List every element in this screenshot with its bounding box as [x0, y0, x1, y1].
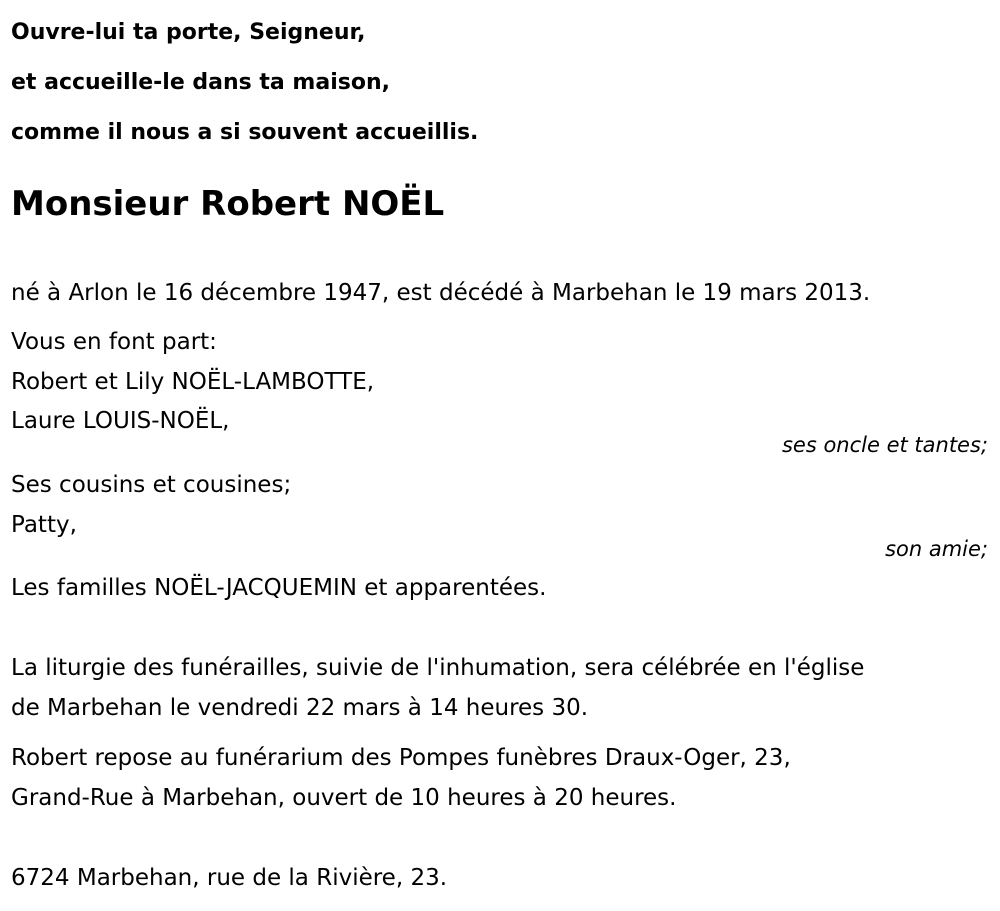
epigraph-line-3: comme il nous a si souvent accueillis.: [11, 120, 479, 145]
epigraph: [11, 8, 478, 158]
announcement-intro: Vous en font part:: [11, 329, 217, 355]
mourner-line-2: Laure LOUIS-NOËL,: [11, 408, 230, 434]
funeral-line-1: La liturgie des funérailles, suivie de l'inhumation, sera célébrée en l'église: [11, 655, 865, 681]
deceased-name: Monsieur Robert NOËL: [11, 184, 445, 224]
visitation-line-1: Robert repose au funérarium des Pompes funèbres Draux-Oger, 23,: [11, 745, 791, 771]
epigraph-line-2: et accueille-le dans ta maison,: [11, 70, 390, 95]
relation-note-2: son amie;: [885, 537, 988, 561]
epigraph-line-1: Ouvre-lui ta porte, Seigneur,: [11, 20, 366, 45]
mourner-line-5: Les familles NOËL-JACQUEMIN et apparentées.: [11, 575, 547, 601]
mourner-line-1: Robert et Lily NOËL-LAMBOTTE,: [11, 369, 375, 395]
relation-note-1: ses oncle et tantes;: [781, 433, 988, 457]
visitation-line-2: Grand-Rue à Marbehan, ouvert de 10 heures à 20 heures.: [11, 785, 677, 811]
mourner-line-4: Patty,: [11, 512, 77, 538]
funeral-line-2: de Marbehan le vendredi 22 mars à 14 heures 30.: [11, 695, 589, 721]
mourner-line-3: Ses cousins et cousines;: [11, 472, 292, 498]
birth-death-statement: né à Arlon le 16 décembre 1947, est décédé à Marbehan le 19 mars 2013.: [11, 280, 871, 306]
family-address: 6724 Marbehan, rue de la Rivière, 23.: [11, 865, 448, 891]
